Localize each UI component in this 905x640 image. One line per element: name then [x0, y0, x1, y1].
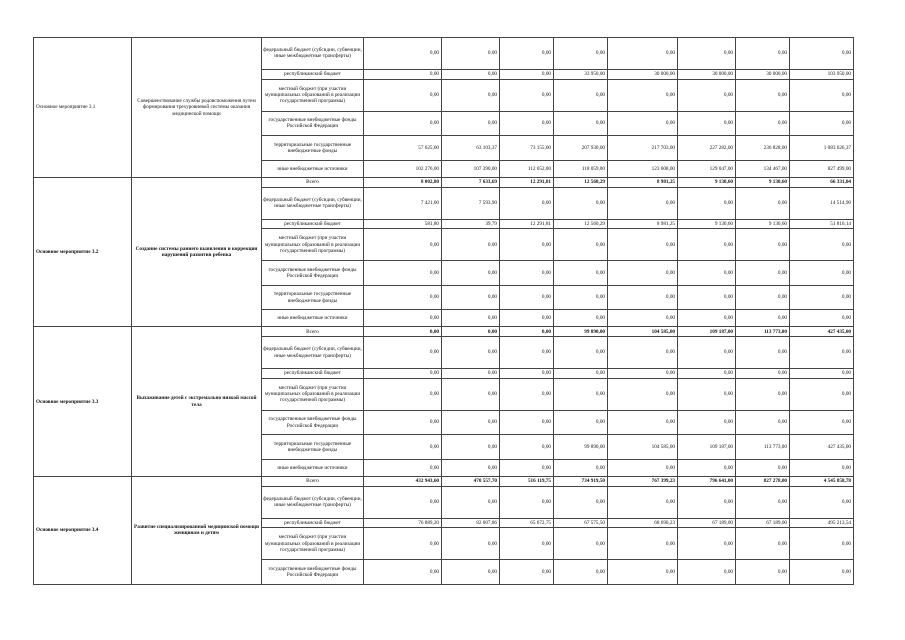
amount-cell: 12 560,29	[554, 177, 608, 187]
amount-cell: 0,00	[364, 111, 442, 136]
amount-cell: 0,00	[554, 111, 608, 136]
funding-source: республиканский бюджет	[262, 369, 364, 379]
amount-cell: 57 625,00	[364, 136, 442, 161]
amount-cell: 9 130,60	[678, 219, 736, 229]
amount-cell: 0,00	[608, 187, 678, 219]
amount-cell: 581,80	[364, 219, 442, 229]
funding-source: местный бюджет (при участии муниципальных образований в реализации государственной программы)	[262, 79, 364, 111]
amount-cell: 0,00	[364, 69, 442, 79]
amount-total-cell: 4 545 858,78	[790, 476, 854, 486]
amount-cell: 30 000,00	[736, 69, 790, 79]
amount-cell: 217 703,00	[608, 136, 678, 161]
amount-cell: 236 828,00	[736, 136, 790, 161]
amount-cell: 0,00	[678, 79, 736, 111]
amount-cell: 109 187,00	[678, 327, 736, 337]
amount-cell: 0,00	[500, 285, 554, 310]
amount-cell: 0,00	[608, 261, 678, 286]
amount-total-cell: 0,00	[790, 310, 854, 327]
amount-cell: 65 672,75	[500, 518, 554, 528]
amount-cell: 0,00	[500, 111, 554, 136]
amount-cell: 0,00	[678, 560, 736, 585]
amount-cell: 0,00	[442, 459, 500, 476]
amount-cell: 0,00	[500, 187, 554, 219]
amount-cell: 0,00	[678, 310, 736, 327]
amount-cell: 129 047,00	[678, 160, 736, 177]
amount-cell: 0,00	[442, 79, 500, 111]
funding-source: федеральный бюджет (субсидии, субвенции, иные межбюджетные трансферты)	[262, 337, 364, 369]
funding-source: иные внебюджетные источники	[262, 160, 364, 177]
amount-cell: 0,00	[500, 310, 554, 327]
amount-total-cell: 495 213,54	[790, 518, 854, 528]
table-total-row	[34, 476, 854, 486]
amount-cell: 9 130,60	[736, 177, 790, 187]
amount-cell: 0,00	[500, 261, 554, 286]
amount-cell: 0,00	[364, 369, 442, 379]
amount-cell: 0,00	[500, 410, 554, 435]
amount-total-cell: 0,00	[790, 229, 854, 261]
amount-cell: 8 002,80	[364, 177, 442, 187]
amount-cell: 0,00	[736, 79, 790, 111]
amount-cell: 0,00	[442, 285, 500, 310]
amount-cell: 0,00	[554, 560, 608, 585]
amount-cell: 134 467,00	[736, 160, 790, 177]
amount-total-cell: 0,00	[790, 285, 854, 310]
amount-cell: 0,00	[364, 79, 442, 111]
amount-cell: 0,00	[608, 229, 678, 261]
amount-cell: 0,00	[678, 285, 736, 310]
budget-table-body	[34, 38, 854, 585]
amount-cell: 123 608,00	[608, 160, 678, 177]
amount-cell: 0,00	[442, 327, 500, 337]
amount-cell: 0,00	[500, 378, 554, 410]
amount-cell: 0,00	[678, 337, 736, 369]
amount-cell: 8 981,25	[608, 177, 678, 187]
amount-cell: 12 291,81	[500, 219, 554, 229]
amount-total-cell: 0,00	[790, 337, 854, 369]
amount-cell: 0,00	[736, 261, 790, 286]
amount-cell: 767 399,23	[608, 476, 678, 486]
amount-cell: 734 919,50	[554, 476, 608, 486]
amount-cell: 432 943,60	[364, 476, 442, 486]
amount-cell: 0,00	[608, 459, 678, 476]
measure-label: Основное мероприятие 3.2	[34, 177, 132, 327]
amount-cell: 796 641,00	[678, 476, 736, 486]
amount-cell: 0,00	[364, 337, 442, 369]
amount-cell: 0,00	[554, 459, 608, 476]
amount-cell: 0,00	[442, 229, 500, 261]
amount-cell: 76 889,20	[364, 518, 442, 528]
amount-total-cell: 0,00	[790, 486, 854, 518]
amount-cell: 0,00	[364, 285, 442, 310]
budget-table	[33, 37, 854, 585]
amount-cell: 33 950,00	[554, 69, 608, 79]
amount-cell: 67 575,50	[554, 518, 608, 528]
amount-cell: 0,00	[442, 486, 500, 518]
amount-total-cell: 0,00	[790, 410, 854, 435]
amount-cell: 9 130,60	[736, 219, 790, 229]
amount-cell: 9 130,60	[678, 177, 736, 187]
amount-cell: 0,00	[678, 459, 736, 476]
amount-cell: 0,00	[554, 486, 608, 518]
funding-source: местный бюджет (при участии муниципальных образований в реализации государственной программы)	[262, 528, 364, 560]
amount-cell: 99 890,00	[554, 327, 608, 337]
amount-cell: 0,00	[500, 528, 554, 560]
amount-total-cell: 0,00	[790, 528, 854, 560]
amount-cell: 67 189,00	[678, 518, 736, 528]
amount-cell: 102 276,00	[364, 160, 442, 177]
amount-cell: 0,00	[608, 378, 678, 410]
amount-cell: 118 059,00	[554, 160, 608, 177]
amount-cell: 0,00	[554, 410, 608, 435]
amount-cell: 0,00	[554, 38, 608, 70]
measure-name: Совершенствование службы родовспоможения путем формирования трехуровневой системы оказания медицинской помощи	[132, 38, 262, 178]
amount-cell: 0,00	[554, 528, 608, 560]
amount-cell: 107 390,00	[442, 160, 500, 177]
amount-cell: 0,00	[678, 38, 736, 70]
amount-cell: 0,00	[442, 38, 500, 70]
amount-cell: 0,00	[554, 378, 608, 410]
funding-source: иные внебюджетные источники	[262, 310, 364, 327]
amount-cell: 0,00	[364, 261, 442, 286]
funding-source: местный бюджет (при участии муниципальных образований в реализации государственной программы)	[262, 229, 364, 261]
funding-source: федеральный бюджет (субсидии, субвенции, иные межбюджетные трансферты)	[262, 38, 364, 70]
amount-cell: 0,00	[364, 38, 442, 70]
amount-cell: 0,00	[442, 337, 500, 369]
measure-label: Основное мероприятие 3.1	[34, 38, 132, 178]
amount-cell: 0,00	[500, 38, 554, 70]
measure-label: Основное мероприятие 3.4	[34, 476, 132, 584]
amount-cell: 0,00	[500, 486, 554, 518]
amount-cell: 0,00	[736, 310, 790, 327]
amount-total-cell: 427 435,00	[790, 327, 854, 337]
amount-cell: 0,00	[678, 187, 736, 219]
amount-cell: 0,00	[736, 187, 790, 219]
amount-cell: 0,00	[608, 79, 678, 111]
amount-cell: 0,00	[500, 337, 554, 369]
amount-cell: 0,00	[736, 378, 790, 410]
amount-cell: 0,00	[500, 69, 554, 79]
funding-source: иные внебюджетные источники	[262, 459, 364, 476]
amount-total-cell: 0,00	[790, 79, 854, 111]
amount-cell: 0,00	[364, 378, 442, 410]
amount-cell: 7 633,69	[442, 177, 500, 187]
funding-source: Всего	[262, 177, 364, 187]
amount-cell: 0,00	[554, 229, 608, 261]
amount-cell: 0,00	[678, 261, 736, 286]
amount-cell: 0,00	[554, 369, 608, 379]
table-row	[34, 38, 854, 70]
amount-cell: 0,00	[554, 285, 608, 310]
amount-cell: 0,00	[500, 327, 554, 337]
amount-cell: 68 690,23	[608, 518, 678, 528]
amount-cell: 0,00	[678, 486, 736, 518]
amount-cell: 0,00	[500, 560, 554, 585]
amount-cell: 0,00	[442, 369, 500, 379]
amount-total-cell: 1 083 626,37	[790, 136, 854, 161]
amount-cell: 0,00	[608, 38, 678, 70]
amount-total-cell: 0,00	[790, 378, 854, 410]
amount-cell: 0,00	[364, 327, 442, 337]
amount-cell: 63 103,37	[442, 136, 500, 161]
funding-source: федеральный бюджет (субсидии, субвенции, иные межбюджетные трансферты)	[262, 486, 364, 518]
amount-cell: 12 291,81	[500, 177, 554, 187]
amount-cell: 0,00	[364, 435, 442, 460]
amount-cell: 0,00	[442, 435, 500, 460]
funding-source: республиканский бюджет	[262, 69, 364, 79]
funding-source: государственные внебюджетные фонды Российской Федерации	[262, 560, 364, 585]
funding-source: республиканский бюджет	[262, 219, 364, 229]
funding-source: территориальные государственные внебюджетные фонды	[262, 435, 364, 460]
amount-cell: 73 155,00	[500, 136, 554, 161]
amount-cell: 0,00	[678, 410, 736, 435]
amount-cell: 0,00	[736, 528, 790, 560]
amount-cell: 0,00	[442, 528, 500, 560]
funding-source: территориальные государственные внебюджетные фонды	[262, 285, 364, 310]
funding-source: государственные внебюджетные фонды Российской Федерации	[262, 261, 364, 286]
amount-cell: 0,00	[608, 285, 678, 310]
amount-cell: 0,00	[608, 337, 678, 369]
amount-cell: 0,00	[736, 459, 790, 476]
amount-cell: 0,00	[554, 310, 608, 327]
amount-cell: 0,00	[500, 79, 554, 111]
table-total-row	[34, 177, 854, 187]
amount-cell: 0,00	[608, 410, 678, 435]
amount-cell: 227 282,00	[678, 136, 736, 161]
amount-cell: 30 000,00	[608, 69, 678, 79]
funding-source: республиканский бюджет	[262, 518, 364, 528]
amount-total-cell: 0,00	[790, 459, 854, 476]
amount-cell: 470 557,70	[442, 476, 500, 486]
measure-name: Развитие специализированной медицинской помощи женщинам и детям	[132, 476, 262, 584]
amount-cell: 0,00	[364, 310, 442, 327]
measure-name: Создание системы раннего выявления и коррекции нарушений развития ребенка	[132, 177, 262, 327]
budget-table-page	[33, 37, 853, 585]
amount-total-cell: 14 514,90	[790, 187, 854, 219]
amount-cell: 0,00	[736, 337, 790, 369]
amount-cell: 0,00	[678, 378, 736, 410]
amount-cell: 39,79	[442, 219, 500, 229]
funding-source: территориальные государственные внебюджетные фонды	[262, 136, 364, 161]
amount-cell: 7 593,90	[442, 187, 500, 219]
amount-total-cell: 103 950,00	[790, 69, 854, 79]
amount-cell: 113 773,00	[736, 327, 790, 337]
amount-total-cell: 51 816,14	[790, 219, 854, 229]
amount-cell: 0,00	[364, 528, 442, 560]
amount-cell: 0,00	[442, 378, 500, 410]
funding-source: Всего	[262, 476, 364, 486]
amount-cell: 0,00	[500, 435, 554, 460]
amount-cell: 0,00	[500, 229, 554, 261]
amount-cell: 207 930,00	[554, 136, 608, 161]
amount-cell: 0,00	[364, 410, 442, 435]
amount-cell: 0,00	[554, 187, 608, 219]
funding-source: местный бюджет (при участии муниципальных образований в реализации государственной программы)	[262, 378, 364, 410]
measure-label: Основное мероприятие 3.3	[34, 327, 132, 477]
amount-cell: 0,00	[736, 369, 790, 379]
amount-cell: 0,00	[736, 111, 790, 136]
funding-source: федеральный бюджет (субсидии, субвенции, иные межбюджетные трансферты)	[262, 187, 364, 219]
amount-cell: 0,00	[608, 111, 678, 136]
amount-cell: 0,00	[736, 285, 790, 310]
amount-cell: 827 278,00	[736, 476, 790, 486]
amount-cell: 0,00	[608, 486, 678, 518]
amount-total-cell: 0,00	[790, 111, 854, 136]
amount-cell: 0,00	[500, 369, 554, 379]
amount-cell: 0,00	[678, 369, 736, 379]
funding-source: Всего	[262, 327, 364, 337]
amount-cell: 12 560,29	[554, 219, 608, 229]
amount-cell: 0,00	[736, 560, 790, 585]
amount-total-cell: 0,00	[790, 261, 854, 286]
amount-cell: 516 119,75	[500, 476, 554, 486]
amount-total-cell: 0,00	[790, 369, 854, 379]
amount-cell: 0,00	[678, 111, 736, 136]
funding-source: государственные внебюджетные фонды Российской Федерации	[262, 111, 364, 136]
measure-name: Выхаживание детей с экстремально низкой массой тела	[132, 327, 262, 477]
amount-total-cell: 427 435,00	[790, 435, 854, 460]
amount-cell: 0,00	[608, 528, 678, 560]
funding-source: государственные внебюджетные фонды Российской Федерации	[262, 410, 364, 435]
amount-cell: 0,00	[364, 486, 442, 518]
amount-cell: 0,00	[554, 79, 608, 111]
amount-cell: 0,00	[736, 38, 790, 70]
amount-cell: 0,00	[736, 486, 790, 518]
amount-cell: 113 773,00	[736, 435, 790, 460]
amount-cell: 0,00	[442, 560, 500, 585]
amount-cell: 0,00	[678, 229, 736, 261]
amount-cell: 0,00	[364, 560, 442, 585]
amount-cell: 7 421,00	[364, 187, 442, 219]
table-total-row	[34, 327, 854, 337]
amount-total-cell: 0,00	[790, 38, 854, 70]
amount-cell: 112 652,00	[500, 160, 554, 177]
amount-total-cell: 0,00	[790, 560, 854, 585]
amount-cell: 67 189,00	[736, 518, 790, 528]
amount-cell: 8 981,25	[608, 219, 678, 229]
amount-cell: 109 187,00	[678, 435, 736, 460]
amount-cell: 0,00	[736, 410, 790, 435]
amount-cell: 0,00	[364, 459, 442, 476]
amount-cell: 82 007,86	[442, 518, 500, 528]
amount-cell: 0,00	[442, 69, 500, 79]
amount-cell: 0,00	[736, 229, 790, 261]
amount-cell: 0,00	[442, 111, 500, 136]
amount-cell: 0,00	[608, 560, 678, 585]
amount-cell: 99 890,00	[554, 435, 608, 460]
amount-cell: 0,00	[442, 261, 500, 286]
amount-cell: 0,00	[678, 528, 736, 560]
amount-cell: 104 585,00	[608, 327, 678, 337]
amount-cell: 0,00	[608, 310, 678, 327]
amount-cell: 0,00	[554, 337, 608, 369]
amount-cell: 0,00	[442, 410, 500, 435]
amount-cell: 104 585,00	[608, 435, 678, 460]
amount-total-cell: 66 331,04	[790, 177, 854, 187]
amount-cell: 0,00	[364, 229, 442, 261]
amount-cell: 0,00	[500, 459, 554, 476]
amount-cell: 30 000,00	[678, 69, 736, 79]
amount-cell: 0,00	[554, 261, 608, 286]
amount-cell: 0,00	[608, 369, 678, 379]
amount-total-cell: 827 499,00	[790, 160, 854, 177]
amount-cell: 0,00	[442, 310, 500, 327]
